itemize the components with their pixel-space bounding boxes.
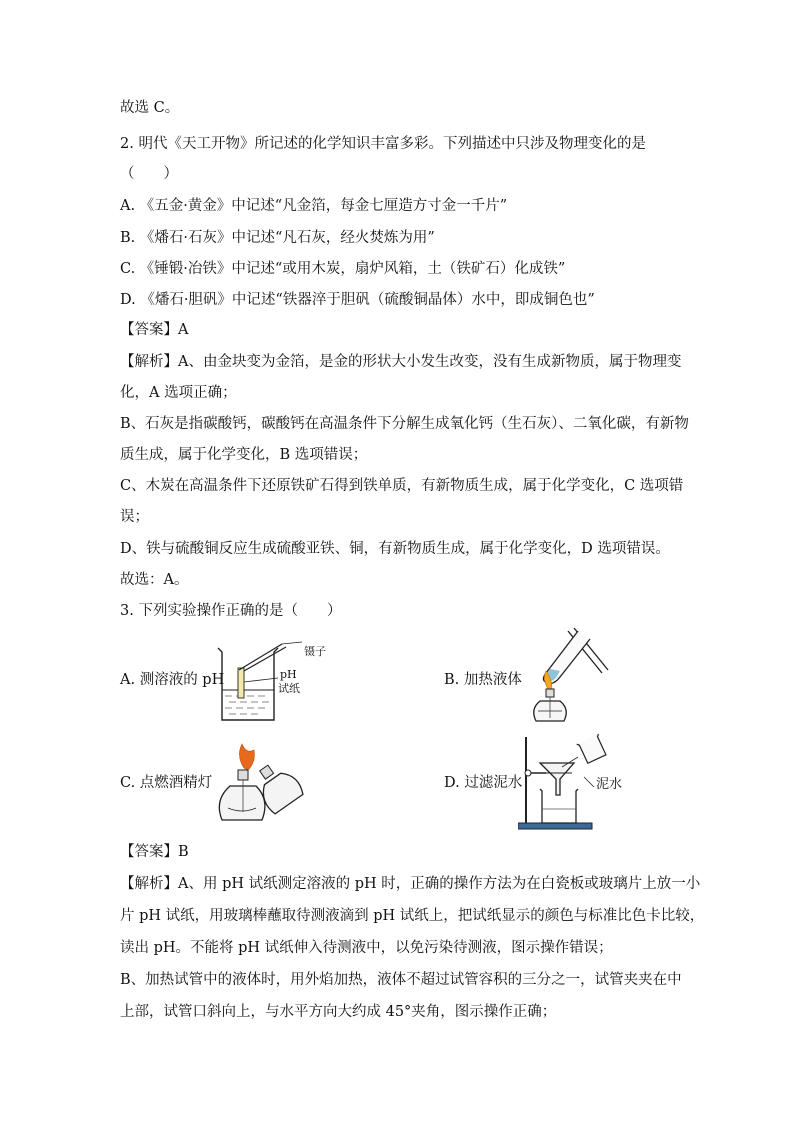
option-c-label: C. 点燃酒精灯 <box>120 775 213 791</box>
option-b-label: B. 加热液体 <box>444 672 522 688</box>
explanation-line: 误； <box>120 509 149 525</box>
explanation-line: 【解析】A、由金块变为金箔，是金的形状大小发生改变，没有生成新物质，属于物理变 <box>120 354 682 370</box>
question-2-blank: （ ） <box>120 166 178 182</box>
figure-lighting-lamp <box>208 740 308 830</box>
explanation-line: 上部，试管口斜向上，与水平方向大约成 45°夹角，图示操作正确； <box>120 1004 557 1020</box>
explanation-line: D、铁与硫酸铜反应生成硫酸亚铁、铜，有新物质生成，属于化学变化，D 选项错误。 <box>120 541 670 557</box>
figure-filtration <box>518 733 628 833</box>
question-2-option-b: B. 《燔石·石灰》中记述“凡石灰，经火焚炼为用” <box>120 230 435 246</box>
explanation-line: 片 pH 试纸，用玻璃棒蘸取待测液滴到 pH 试纸上，把试纸显示的颜色与标准比色卡比较， <box>120 908 705 924</box>
alcohol-lamp-lighting-icon <box>208 740 308 830</box>
test-tube-heating-icon <box>516 623 616 733</box>
explanation-line: 【解析】A、用 pH 试纸测定溶液的 pH 时，正确的操作方法为在白瓷板或玻璃片上放一小 <box>120 876 701 892</box>
explanation-line: 读出 pH。不能将 pH 试纸伸入待测液中，以免污染待测液，图示操作错误； <box>120 940 613 956</box>
option-d-label: D. 过滤泥水 <box>444 775 523 791</box>
option-a-label: A. 测溶液的 pH <box>120 672 225 688</box>
question-2-option-a: A. 《五金·黄金》中记述“凡金箔，每金七厘造方寸金一千片” <box>120 198 508 214</box>
explanation-line: 化，A 选项正确； <box>120 385 237 401</box>
question-3-stem: 3. 下列实验操作正确的是（ ） <box>120 603 342 619</box>
question-2-answer: 【答案】A <box>120 322 189 338</box>
explanation-line: B、加热试管中的液体时，用外焰加热，液体不超过试管容积的三分之一，试管夹夹在中 <box>120 972 682 988</box>
label-tweezers: 镊子 <box>304 645 326 658</box>
figure-ph-measurement <box>212 638 332 728</box>
label-ph: pH <box>280 668 297 681</box>
explanation-line: C、木炭在高温条件下还原铁矿石得到铁单质，有新物质生成，属于化学变化，C 选项错 <box>120 478 684 494</box>
question-2-stem: 2. 明代《天工开物》所记述的化学知识丰富多彩。下列描述中只涉及物理变化的是 <box>120 136 646 152</box>
question-3-answer: 【答案】B <box>120 844 189 860</box>
explanation-line: 质生成，属于化学变化，B 选项错误； <box>120 447 368 463</box>
question-2-option-c: C. 《锤锻·冶铁》中记述“或用木炭，扇炉风箱，土（铁矿石）化成铁” <box>120 261 566 277</box>
figure-heating-liquid <box>516 623 616 733</box>
label-paper: 试纸 <box>278 682 300 695</box>
question-2-option-d: D. 《燔石·胆矾》中记述“铁器淬于胆矾（硫酸铜晶体）水中，即成铜色也” <box>120 292 595 308</box>
label-muddy-water: 泥水 <box>596 777 623 792</box>
explanation-line: B、石灰是指碳酸钙，碳酸钙在高温条件下分解生成氧化钙（生石灰）、二氧化碳，有新物 <box>120 416 689 432</box>
text-line: 故选 C。 <box>120 100 180 116</box>
question-2-conclusion: 故选：A。 <box>120 572 189 588</box>
